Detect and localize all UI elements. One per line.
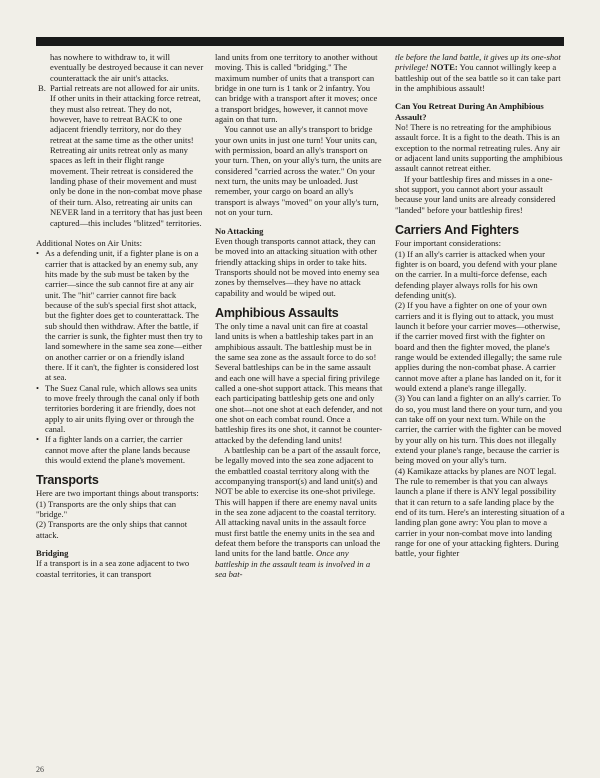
carriers-heading: Carriers And Fighters xyxy=(395,223,519,238)
list-item-text: As a defending unit, if a fighter plane is on a carrier that is attacked by an enemy sub, any hits made by the sub must be taken by the carrier—since the sub cannot fire at any air unit. The "hit" carrier cannot fire back because of the sub's special first shot attack, but the fighter does get to counterattack. The sub should then withdraw. After the battle, if the carrier is sunk, the fighter must then try to land somewhere in the same sea zone—either on another carrier or on a friendly island there. If it can't, the fighter is considered lost at sea. xyxy=(45,248,203,383)
notes-heading: Additional Notes on Air Units: xyxy=(36,237,142,248)
retreat-paragraph: No! There is no retreating for the amphibious assault force. It is a fight to the death. This is an exception to the normal retreating rules. Any air or adjacent land units supporting the amphibious assault cannot retreat either. xyxy=(395,122,563,174)
amphibious-paragraph-1: The only time a naval unit can fire at coastal land units is when a battleship takes part in an amphibious assault. The battleship must be in the same sea zone as the assault force to do so! Several battleships can be in the same assault and each one will have a special firing privilege called a one-shot support attack. This means that each participating battleship gets one and only one shot—not one shot at each defender, and not one shot on each combat round. Once a battleship fires its one shot, it cannot be counter-attacked by the defending land units! xyxy=(215,320,383,445)
list-item xyxy=(36,434,204,465)
retreat-heading: Can You Retreat During An Amphibious Assault? xyxy=(395,101,544,122)
list-item xyxy=(36,248,204,382)
bridging-paragraph-2: You cannot use an ally's transport to bridge your own units in just one turn! Your units can, with permission, board an ally's transport on your turn. Then, on your ally's turn, the units are considered "carried across the water." On your next turn, the units may be unloaded. Just remember, your cargo on board an ally's transport is always "moved" on your ally's turn, not on your turn. xyxy=(215,124,382,218)
note-text: You cannot willingly keep a battleship out of the sea battle so it can take part in the amphibious assault! xyxy=(395,62,561,94)
list-item-text: The Suez Canal rule, which allows sea units to move freely through the canal only if both territories bordering it are friendly, does not apply to air units flying over or through the canal. xyxy=(45,382,200,435)
amphibious-paragraph-2-text: A battleship can be a part of the assault force, be legally moved into the sea zone adjacent to the embattled coastal territory along with the accompanying transport(s) and land unit(s) and NOT be able to exercise its one-shot privilege. This will happen if there are enemy naval units in the sea zone adjacent to the coastal territory. All attacking naval units in the assault force must first battle the enemy units in the sea and defeat them before the transports can unload the land units for the land battle. xyxy=(215,445,381,559)
rule-b-label: B. xyxy=(38,83,46,94)
transports-heading: Transports xyxy=(36,473,99,488)
rule-b-text: Partial retreats are not allowed for air units. If other units in their attacking force retreat, they must also retreat. They do not, however, have to retreat BACK to one adjacent friendly territory, nor do they retreat at the same time as the other units! Retreating air units retreat only as many spaces as left in their flight range movement. Their retreat is considered the landing phase of their movement and must only be done in the non-combat move phase of their turn. Also, retreating air units can NEVER land in a territory that has just been captured—this includes "blitzed" territories. xyxy=(50,83,203,228)
carriers-point-2: (2) If you have a fighter on one of your own carriers and it is flying out to attack, you must launch it before your carrier moves—otherwise, if the carrier moved first with the fighter on board and then the fighter moved, the plane's range would be extended illegally; the same rule applies during the non-combat phase. A carrier cannot move after a plane has landed on it, for it would extend a plane's range illegally. xyxy=(395,300,562,393)
page-number: 26 xyxy=(36,765,44,774)
no-attacking-paragraph: Even though transports cannot attack, they can be moved into an attacking situation with other friendly attacking ships in order to take hits. Transports should not be moved into enemy sea zones by themselves—they have no attack capability and would be wiped out. xyxy=(215,235,380,298)
amphibious-heading: Amphibious Assaults xyxy=(215,305,339,320)
header-rule xyxy=(36,37,564,46)
bullet-icon: • xyxy=(36,248,40,259)
list-item-text: If a fighter lands on a carrier, the carrier cannot move after the plane lands because this would extend the plane's movement. xyxy=(45,434,191,466)
bridging-continued: land units from one territory to another without moving. This is called "bridging." The maximum number of units that a transport can bridge in one turn is 1 tank or 2 infantry. You can bridge with a transport after it moves; once a transport bridges, however, it cannot move again on that turn. xyxy=(215,52,378,125)
transports-intro: Here are two important things about transports: xyxy=(36,488,199,499)
retreat-paragraph-2: If your battleship fires and misses in a one-shot support, you cannot abort your assault because your land units are already considered "landed" before your battleship fires! xyxy=(395,173,556,215)
column-3 xyxy=(395,52,565,559)
column-2 xyxy=(215,52,383,580)
bullet-icon: • xyxy=(36,434,40,445)
note-label: NOTE: xyxy=(430,62,458,73)
carriers-intro: Four important considerations: xyxy=(395,238,501,249)
no-attacking-heading: No Attacking xyxy=(215,225,264,236)
list-item xyxy=(36,383,204,435)
carriers-point-4: (4) Kamikaze attacks by planes are NOT legal. The rule to remember is that you can always launch a plane if there is ANY legal possibility that it can return to a safe landing place by the end of its turn. Here's an interesting situation of a landing plan gone awry: You plan to move a carrier in your non-combat move into landing range for one of your attacking fighters. During battle, your fighter xyxy=(395,465,565,559)
column-1 xyxy=(36,52,204,579)
intro-paragraph: has nowhere to withdraw to, it will eventually be destroyed because it can never counterattack the air unit's attacks. xyxy=(50,52,204,83)
rule-b-paragraph xyxy=(36,83,204,228)
transports-point-1: (1) Transports are the only ships that can "bridge." xyxy=(36,498,177,520)
continued-paragraph xyxy=(395,52,565,93)
top-margin xyxy=(0,0,600,36)
bridging-paragraph: If a transport is in a sea zone adjacent to two coastal territories, it can transport xyxy=(36,558,190,579)
continued-italic: tle before the land battle, it gives up its one-shot privilege! xyxy=(395,52,561,73)
bridging-heading: Bridging xyxy=(36,548,69,559)
amphibious-paragraph-2-italic: Once any battleship in the assault team is involved in a sea bat- xyxy=(215,548,371,580)
transports-point-2: (2) Transports are the only ships that cannot attack. xyxy=(36,519,188,540)
carriers-point-3: (3) You can land a fighter on an ally's carrier. To do so, you must land there on your turn, and you can take off on your next turn. While on the carrier, the carrier with the fighter can be moved by your ally on his turn. This does not illegally extend your plane's range, because the carrier is being moved on your ally's turn. xyxy=(395,393,563,466)
carriers-point-1: (1) If an ally's carrier is attacked when your fighter is on board, you defend with your plane on the carrier. In a multi-force defense, each defending player always rolls for his own defending unit(s). xyxy=(395,248,558,300)
bullet-icon: • xyxy=(36,382,40,393)
amphibious-paragraph-2 xyxy=(215,445,383,579)
